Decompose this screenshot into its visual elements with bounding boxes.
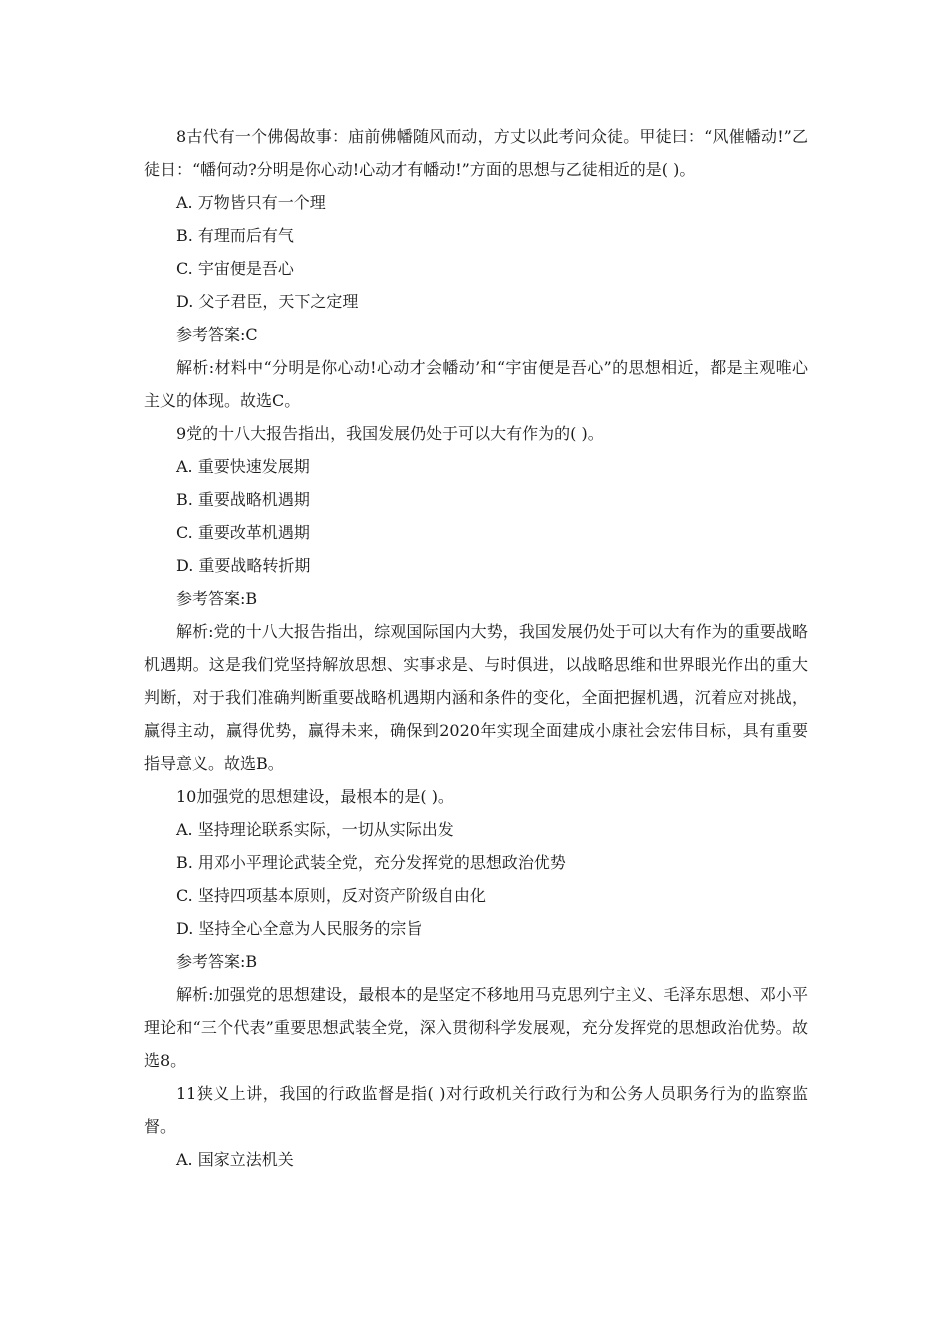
question-8-answer: 参考答案:C <box>176 325 258 344</box>
question-8-option-c: C. 宇宙便是吾心 <box>176 259 294 278</box>
question-11-stem: 11狭义上讲，我国的行政监督是指( )对行政机关行政行为和公务人员职务行为的监察监督。 <box>144 1084 808 1136</box>
question-9-option-b: B. 重要战略机遇期 <box>176 490 310 509</box>
document-body <box>144 120 808 1176</box>
question-10-option-b: B. 用邓小平理论武装全党，充分发挥党的思想政治优势 <box>176 853 566 872</box>
question-10-stem: 10加强党的思想建设，最根本的是( )。 <box>176 787 454 806</box>
question-9-stem: 9党的十八大报告指出，我国发展仍处于可以大有作为的( )。 <box>176 424 604 443</box>
question-8-option-a: A. 万物皆只有一个理 <box>176 193 326 212</box>
question-10-analysis: 解析:加强党的思想建设，最根本的是坚定不移地用马克思列宁主义、毛泽东思想、邓小平理论和“三个代表”重要思想武装全党，深入贯彻科学发展观，充分发挥党的思想政治优势。故选8。 <box>144 985 808 1070</box>
question-9-option-c: C. 重要改革机遇期 <box>176 523 310 542</box>
question-9-option-d: D. 重要战略转折期 <box>176 556 311 575</box>
question-8-analysis: 解析:材料中“分明是你心动!心动才会幡动’和“宇宙便是吾心”的思想相近，都是主观唯心主义的体现。故选C。 <box>144 358 808 410</box>
question-10-option-d: D. 坚持全心全意为人民服务的宗旨 <box>176 919 423 938</box>
question-8-option-b: B. 有理而后有气 <box>176 226 294 245</box>
question-10-answer: 参考答案:B <box>176 952 258 971</box>
question-9-answer: 参考答案:B <box>176 589 258 608</box>
question-9-option-a: A. 重要快速发展期 <box>176 457 310 476</box>
question-10-option-a: A. 坚持理论联系实际，一切从实际出发 <box>176 820 454 839</box>
question-8-stem: 8古代有一个佛偈故事：庙前佛幡随风而动，方丈以此考问众徒。甲徒曰：“风催幡动!”乙徒日：“幡何动?分明是你心动!心动才有幡动!”方面的思想与乙徒相近的是( )。 <box>144 127 808 179</box>
question-11-option-a: A. 国家立法机关 <box>176 1150 294 1169</box>
question-8-option-d: D. 父子君臣，天下之定理 <box>176 292 359 311</box>
question-10-option-c: C. 坚持四项基本原则，反对资产阶级自由化 <box>176 886 486 905</box>
question-9-analysis: 解析:党的十八大报告指出，综观国际国内大势，我国发展仍处于可以大有作为的重要战略机遇期。这是我们党坚持解放思想、实事求是、与时俱进，以战略思维和世界眼光作出的重大判断，对于我们准确判断重要战略机遇期内涵和条件的变化，全面把握机遇，沉着应对挑战，赢得主动，赢得优势，赢得未来，确保到2020年实现全面建成小康社会宏伟目标，具有重要指导意义。故选B。 <box>144 622 808 773</box>
